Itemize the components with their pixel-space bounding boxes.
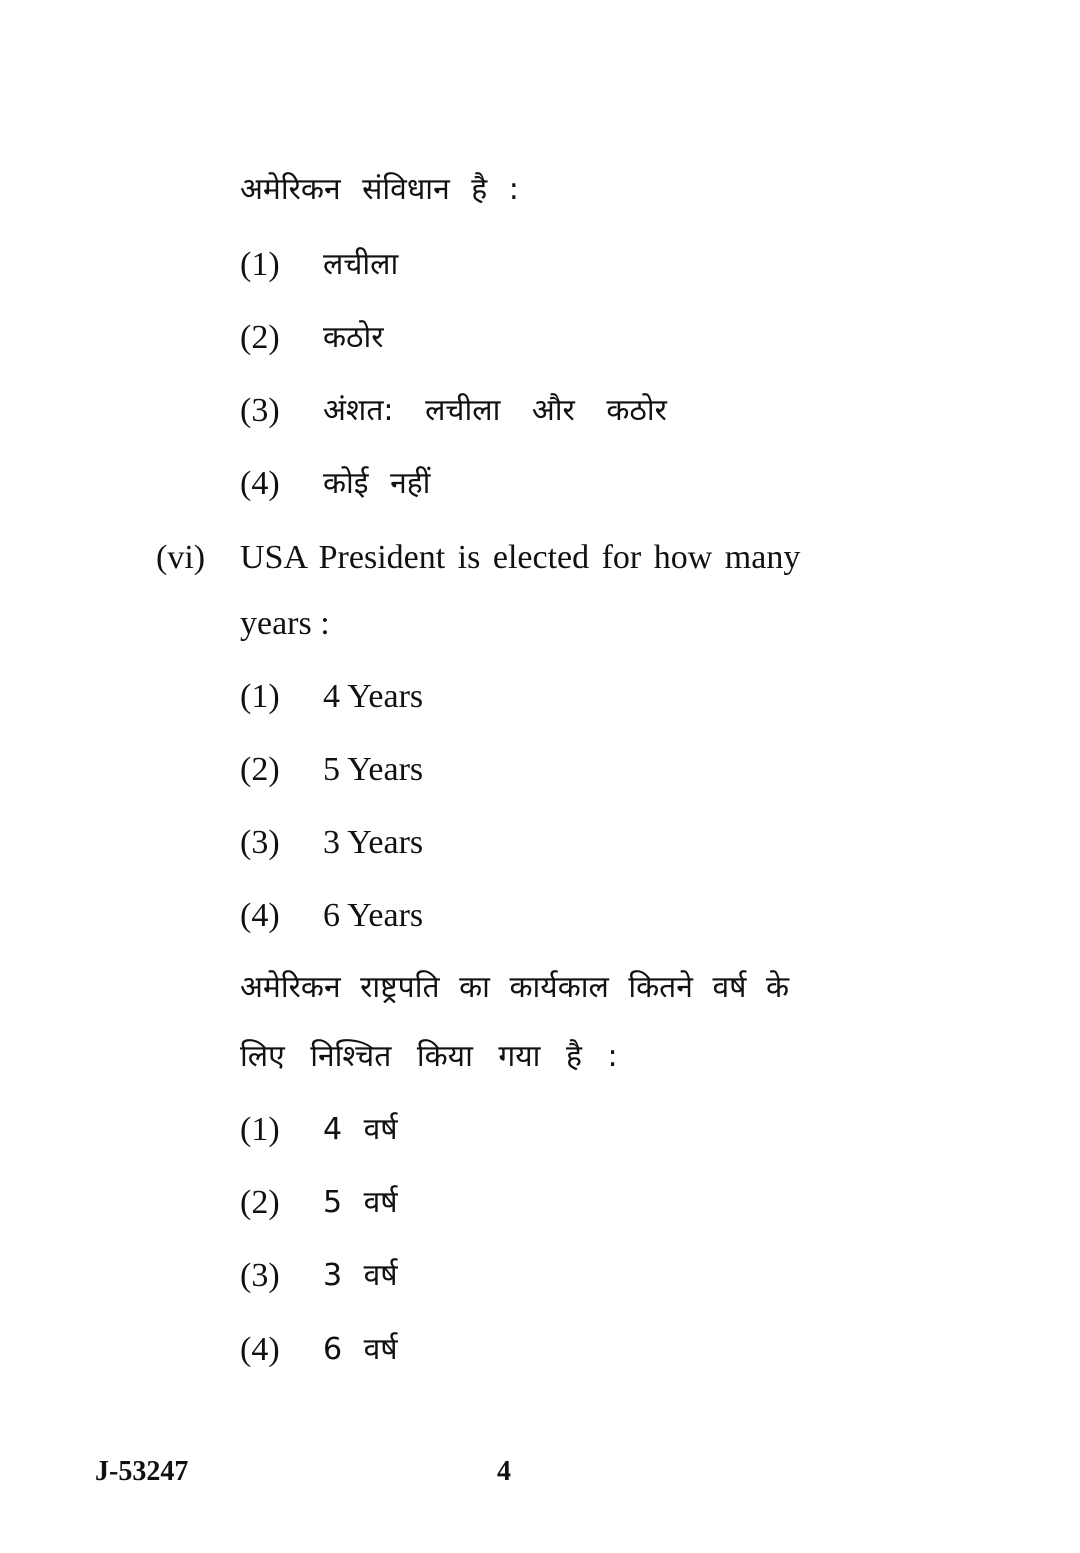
q6-hi-option-3-text: 3 वर्ष bbox=[323, 1258, 398, 1293]
q6-en-option-3-text: 3 Years bbox=[323, 824, 424, 861]
q5-option-2-number: (2) bbox=[240, 319, 280, 356]
q6-en-option-3-number: (3) bbox=[240, 824, 280, 861]
q5-option-3-text: अंशत: लचीला और कठोर bbox=[323, 393, 667, 428]
q6-hi-option-1-number: (1) bbox=[240, 1111, 280, 1148]
q6-english-question-line1: USA President is elected for how many bbox=[240, 539, 801, 576]
q6-hi-option-4-text: 6 वर्ष bbox=[323, 1332, 398, 1367]
page-number: 4 bbox=[497, 1456, 511, 1487]
q6-hindi-question-line2: लिए निश्चित किया गया है : bbox=[240, 1039, 618, 1074]
q6-hi-option-3-number: (3) bbox=[240, 1257, 280, 1294]
q6-en-option-4-text: 6 Years bbox=[323, 897, 424, 934]
q5-option-4-text: कोई नहीं bbox=[323, 466, 431, 501]
q5-option-3-number: (3) bbox=[240, 392, 280, 429]
paper-code: J-53247 bbox=[95, 1456, 189, 1487]
q6-en-option-1-text: 4 Years bbox=[323, 678, 424, 715]
q6-label: (vi) bbox=[156, 539, 206, 576]
q6-en-option-4-number: (4) bbox=[240, 897, 280, 934]
q5-option-1-text: लचीला bbox=[323, 247, 399, 282]
q6-hi-option-2-text: 5 वर्ष bbox=[323, 1185, 398, 1220]
q6-hindi-question-line1: अमेरिकन राष्ट्रपति का कार्यकाल कितने वर्ष के bbox=[240, 970, 790, 1005]
q6-en-option-2-number: (2) bbox=[240, 751, 280, 788]
q6-english-question-line2: years : bbox=[240, 605, 330, 642]
q5-option-1-number: (1) bbox=[240, 246, 280, 283]
q5-option-2-text: कठोर bbox=[323, 320, 384, 355]
q6-en-option-2-text: 5 Years bbox=[323, 751, 424, 788]
q6-hi-option-4-number: (4) bbox=[240, 1331, 280, 1368]
q6-hi-option-1-text: 4 वर्ष bbox=[323, 1112, 398, 1147]
q6-en-option-1-number: (1) bbox=[240, 678, 280, 715]
q5-option-4-number: (4) bbox=[240, 465, 280, 502]
q5-hindi-question: अमेरिकन संविधान है : bbox=[240, 172, 519, 207]
q6-hi-option-2-number: (2) bbox=[240, 1184, 280, 1221]
